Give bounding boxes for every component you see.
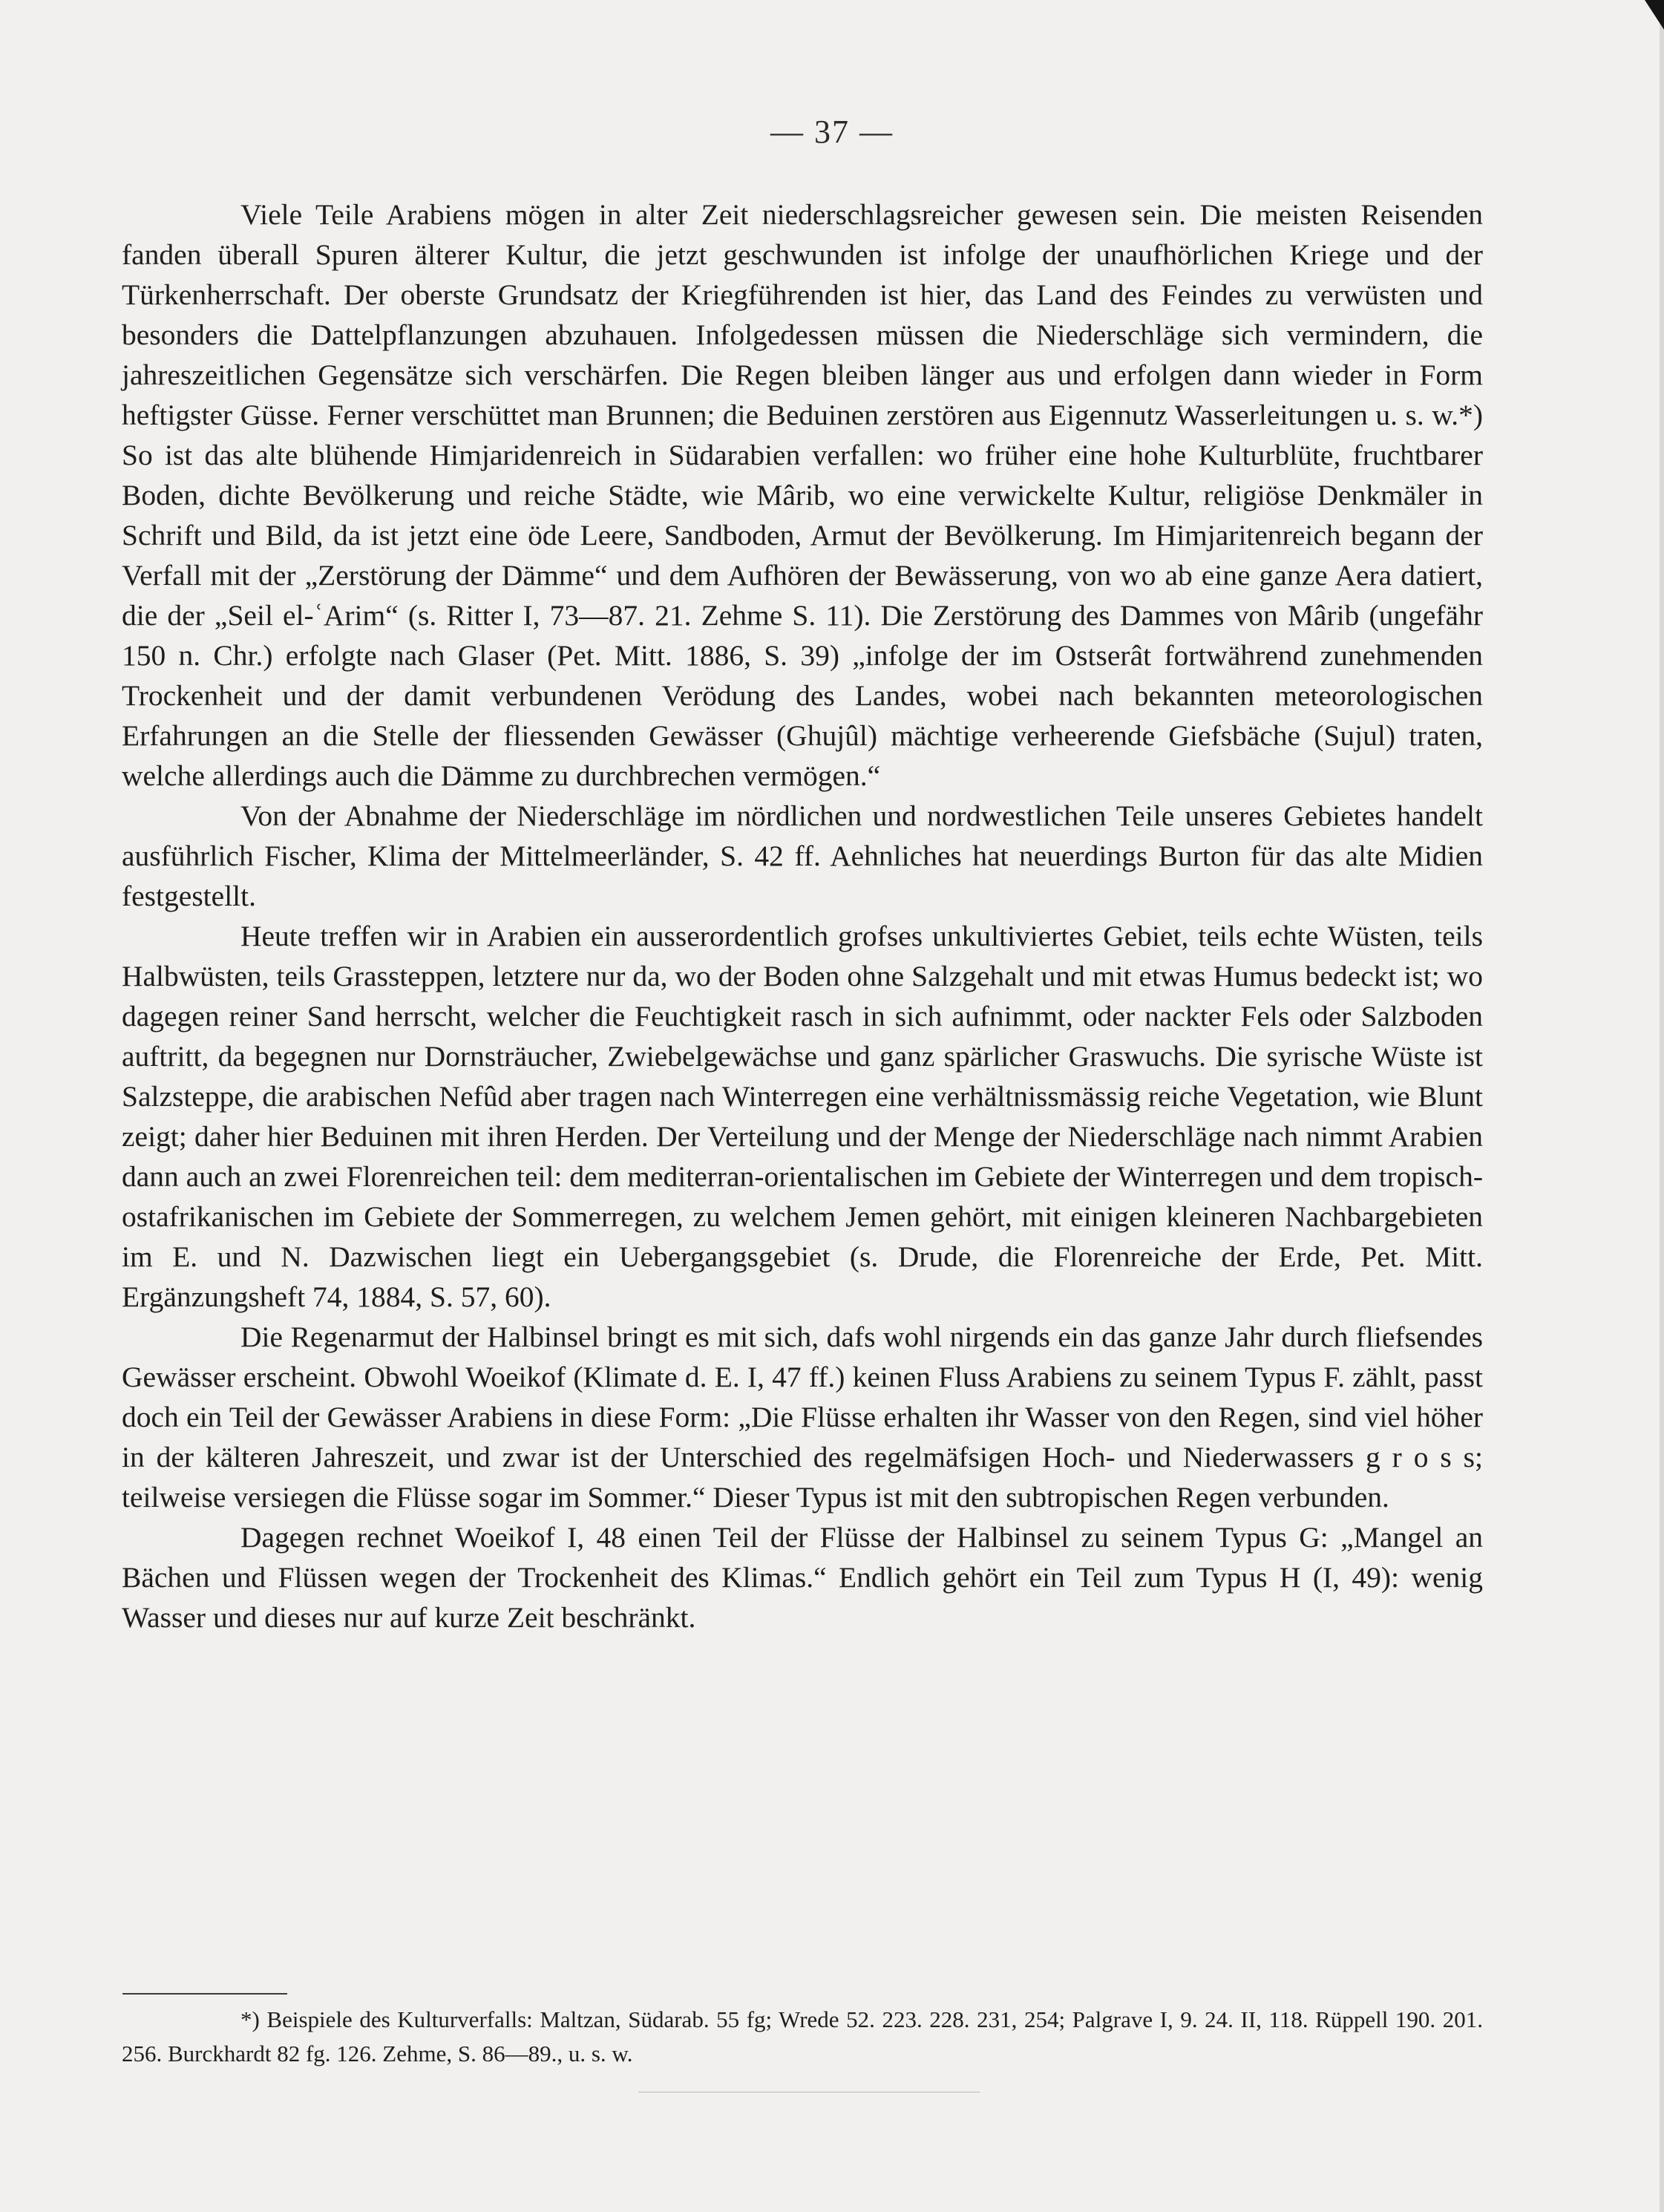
page-edge-shadow [1660,0,1664,2212]
paragraph-kulturverfall: Viele Teile Arabiens mögen in alter Zeit niederschlagsreicher gewesen sein. Die meisten Reisenden fanden überall Spuren älterer Kultur, die jetzt geschwunden ist infolge der unaufhörlichen Kriege und der Türkenherrschaft. Der oberste Grundsatz der Kriegführenden ist hier, das Land des Feindes zu verwüsten und besonders die Dattelpflanzungen abzuhauen. Infolgedessen müssen die Niederschläge sich vermindern, die jahreszeitlichen Gegensätze sich verschärfen. Die Regen bleiben länger aus und erfolgen dann wieder in Form heftigster Güsse. Ferner verschüttet man Brunnen; die Beduinen zerstören aus Eigennutz Wasserleitungen u. s. w.*) So ist das alte blühende Himjaridenreich in Südarabien verfallen: wo früher eine hohe Kulturblüte, fruchtbarer Boden, dichte Bevölkerung und reiche Städte, wie Mârib, wo eine verwickelte Kultur, religiöse Denkmäler in Schrift und Bild, da ist jetzt eine öde Leere, Sandboden, Armut der Bevölkerung. Im Himjaritenreich begann der Verfall mit der „Zerstörung der Dämme“ und dem Aufhören der Bewässerung, von wo ab eine ganze Aera datiert, die der „Seil el-ʿArim“ (s. Ritter I, 73—87. 21. Zehme S. 11). Die Zerstörung des Dammes von Mârib (ungefähr 150 n. Chr.) erfolgte nach Glaser (Pet. Mitt. 1886, S. 39) „infolge der im Ostserât fortwährend zunehmenden Trockenheit und der damit verbundenen Verödung des Landes, wobei nach bekannten meteorologischen Erfahrungen an die Stelle der fliessenden Gewässer (Ghujûl) mächtige verheerende Giefsbäche (Sujul) traten, welche allerdings auch die Dämme zu durchbrechen vermögen.“ [122,198,1483,792]
corner-scan-mark [1645,0,1664,30]
footnote-separator [122,1993,287,1995]
paragraph-abnahme-niederschlaege: Von der Abnahme der Niederschläge im nördlichen und nordwestlichen Teile unseres Gebietes handelt ausführlich Fischer, Klima der Mittelmeerländer, S. 42 ff. Aehnliches hat neuerdings Burton für das alte Midien festgestellt. [122,799,1483,912]
page-number: — 37 — [770,114,894,150]
body-text [122,194,1483,1637]
paragraph-wuesten-florenreiche: Heute treffen wir in Arabien ein ausserordentlich grofses unkultiviertes Gebiet, teils echte Wüsten, teils Halbwüsten, teils Grassteppen, letztere nur da, wo der Boden ohne Salzgehalt und mit etwas Humus bedeckt ist; wo dagegen reiner Sand herrscht, welcher die Feuchtigkeit rasch in sich aufnimmt, oder nackter Fels oder Salzboden auftritt, da begegnen nur Dornsträucher, Zwiebelgewächse und ganz spärlicher Graswuchs. Die syrische Wüste ist Salzsteppe, die arabischen Nefûd aber tragen nach Winterregen eine verhältnissmässig reiche Vegetation, wie Blunt zeigt; daher hier Beduinen mit ihren Herden. Der Verteilung und der Menge der Niederschläge nach nimmt Arabien dann auch an zwei Florenreichen teil: dem mediterran-orientalischen im Gebiete der Winterregen und dem tropisch-ostafrikanischen im Gebiete der Sommerregen, zu welchem Jemen gehört, mit einigen kleineren Nachbargebieten im E. und N. Dazwischen liegt ein Uebergangsgebiet (s. Drude, die Florenreiche der Erde, Pet. Mitt. Ergänzungsheft 74, 1884, S. 57, 60). [122,920,1483,1313]
footnote: *) Beispiele des Kulturverfalls: Maltzan, Südarab. 55 fg; Wrede 52. 223. 228. 231, 254; Palgrave I, 9. 24. II, 118. Rüppell 190. 201. 256. Burckhardt 82 fg. 126. Zehme, S. 86—89., u. s. w. [122,2006,1483,2067]
paragraph-regenarmut: Die Regenarmut der Halbinsel bringt es mit sich, dafs wohl nirgends ein das ganze Jahr durch fliefsendes Gewässer erscheint. Obwohl Woeikof (Klimate d. E. I, 47 ff.) keinen Fluss Arabiens zu seinem Typus F. zählt, passt doch ein Teil der Gewässer Arabiens in diese Form: „Die Flüsse erhalten ihr Wasser von den Regen, sind viel höher in der kälteren Jahreszeit, und zwar ist der Unterschied des regelmäfsigen Hoch- und Niederwassers g r o s s; teilweise versiegen die Flüsse sogar im Sommer.“ Dieser Typus ist mit den subtropischen Regen verbunden. [122,1321,1483,1514]
paragraph-typus-g-h: Dagegen rechnet Woeikof I, 48 einen Teil der Flüsse der Halbinsel zu seinem Typus G: „Mangel an Bächen und Flüssen wegen der Trockenheit des Klimas.“ Endlich gehört ein Teil zum Typus H (I, 49): wenig Wasser und dieses nur auf kurze Zeit beschränkt. [122,1521,1483,1634]
